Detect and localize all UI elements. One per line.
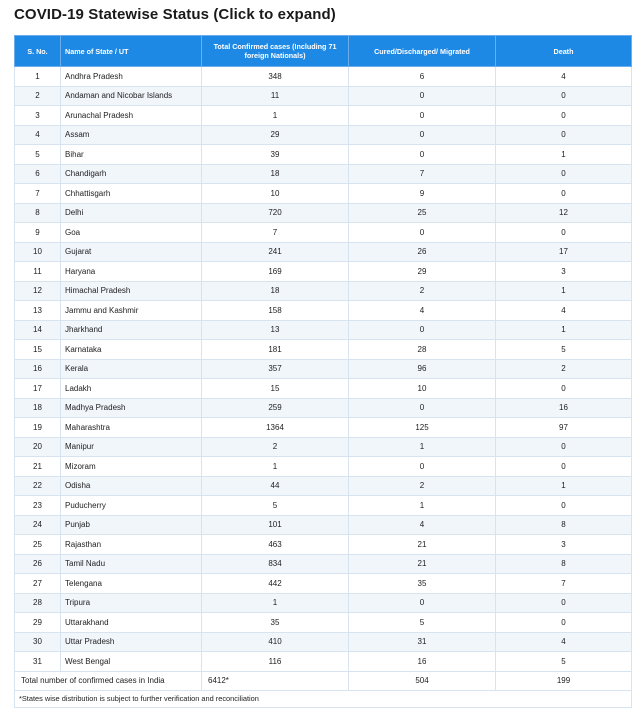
row-state-name: Assam: [61, 125, 202, 145]
row-confirmed: 1: [202, 457, 349, 477]
row-death: 2: [496, 359, 632, 379]
table-row: [15, 262, 632, 282]
row-death: 0: [496, 106, 632, 126]
table-row: [15, 340, 632, 360]
row-cured: 0: [349, 125, 496, 145]
row-death: 4: [496, 632, 632, 652]
row-confirmed: 834: [202, 554, 349, 574]
row-state-name: Bihar: [61, 145, 202, 165]
row-confirmed: 1: [202, 106, 349, 126]
row-sno: 27: [15, 574, 61, 594]
row-confirmed: 29: [202, 125, 349, 145]
table-row: [15, 145, 632, 165]
row-cured: 9: [349, 184, 496, 204]
row-cured: 96: [349, 359, 496, 379]
total-row: [15, 671, 632, 690]
row-state-name: Jammu and Kashmir: [61, 301, 202, 321]
row-confirmed: 410: [202, 632, 349, 652]
table-row: [15, 398, 632, 418]
row-sno: 12: [15, 281, 61, 301]
row-cured: 35: [349, 574, 496, 594]
row-confirmed: 18: [202, 164, 349, 184]
row-confirmed: 259: [202, 398, 349, 418]
table-row: [15, 359, 632, 379]
row-cured: 25: [349, 203, 496, 223]
row-death: 1: [496, 476, 632, 496]
statewise-table: [14, 35, 632, 708]
row-confirmed: 5: [202, 496, 349, 516]
row-state-name: Odisha: [61, 476, 202, 496]
row-cured: 1: [349, 437, 496, 457]
row-death: 7: [496, 574, 632, 594]
row-sno: 7: [15, 184, 61, 204]
row-cured: 0: [349, 86, 496, 106]
table-body: [15, 67, 632, 708]
table-row: [15, 613, 632, 633]
row-sno: 5: [15, 145, 61, 165]
row-confirmed: 348: [202, 67, 349, 87]
row-death: 12: [496, 203, 632, 223]
row-death: 0: [496, 496, 632, 516]
row-death: 4: [496, 301, 632, 321]
table-row: [15, 632, 632, 652]
row-state-name: Kerala: [61, 359, 202, 379]
row-confirmed: 720: [202, 203, 349, 223]
row-confirmed: 116: [202, 652, 349, 672]
header-state: Name of State / UT: [61, 36, 202, 67]
row-death: 0: [496, 379, 632, 399]
row-cured: 0: [349, 398, 496, 418]
table-row: [15, 652, 632, 672]
row-confirmed: 35: [202, 613, 349, 633]
row-state-name: Haryana: [61, 262, 202, 282]
row-sno: 23: [15, 496, 61, 516]
table-row: [15, 457, 632, 477]
row-death: 17: [496, 242, 632, 262]
table-row: [15, 242, 632, 262]
row-confirmed: 18: [202, 281, 349, 301]
row-state-name: Chandigarh: [61, 164, 202, 184]
row-cured: 0: [349, 223, 496, 243]
table-row: [15, 184, 632, 204]
row-cured: 0: [349, 457, 496, 477]
row-confirmed: 10: [202, 184, 349, 204]
row-sno: 4: [15, 125, 61, 145]
row-death: 3: [496, 535, 632, 555]
row-sno: 26: [15, 554, 61, 574]
total-death: 199: [496, 671, 632, 690]
row-cured: 21: [349, 554, 496, 574]
header-row: [15, 36, 632, 67]
row-confirmed: 11: [202, 86, 349, 106]
row-sno: 8: [15, 203, 61, 223]
row-cured: 28: [349, 340, 496, 360]
row-sno: 30: [15, 632, 61, 652]
row-death: 0: [496, 86, 632, 106]
row-confirmed: 15: [202, 379, 349, 399]
row-death: 0: [496, 593, 632, 613]
row-state-name: Telengana: [61, 574, 202, 594]
row-cured: 21: [349, 535, 496, 555]
header-death: Death: [496, 36, 632, 67]
total-label: Total number of confirmed cases in India: [15, 671, 202, 690]
row-cured: 6: [349, 67, 496, 87]
row-sno: 19: [15, 418, 61, 438]
table-row: [15, 281, 632, 301]
row-cured: 4: [349, 515, 496, 535]
row-death: 5: [496, 340, 632, 360]
row-death: 5: [496, 652, 632, 672]
row-confirmed: 2: [202, 437, 349, 457]
row-sno: 14: [15, 320, 61, 340]
row-confirmed: 39: [202, 145, 349, 165]
row-sno: 3: [15, 106, 61, 126]
total-confirmed: 6412*: [202, 671, 349, 690]
footnote: *States wise distribution is subject to further verification and reconciliation: [15, 690, 632, 707]
page-title[interactable]: COVID-19 Statewise Status (Click to expand): [14, 6, 336, 23]
row-sno: 25: [15, 535, 61, 555]
table-row: [15, 535, 632, 555]
row-death: 0: [496, 457, 632, 477]
table-row: [15, 86, 632, 106]
row-state-name: Puducherry: [61, 496, 202, 516]
row-confirmed: 241: [202, 242, 349, 262]
row-cured: 26: [349, 242, 496, 262]
row-death: 0: [496, 164, 632, 184]
table-row: [15, 496, 632, 516]
row-sno: 15: [15, 340, 61, 360]
row-sno: 21: [15, 457, 61, 477]
row-cured: 29: [349, 262, 496, 282]
row-sno: 16: [15, 359, 61, 379]
row-cured: 2: [349, 476, 496, 496]
row-death: 0: [496, 613, 632, 633]
row-sno: 29: [15, 613, 61, 633]
row-cured: 4: [349, 301, 496, 321]
row-state-name: Manipur: [61, 437, 202, 457]
row-sno: 20: [15, 437, 61, 457]
row-death: 0: [496, 125, 632, 145]
row-cured: 0: [349, 145, 496, 165]
row-death: 4: [496, 67, 632, 87]
row-confirmed: 442: [202, 574, 349, 594]
row-state-name: Tripura: [61, 593, 202, 613]
row-sno: 9: [15, 223, 61, 243]
row-death: 3: [496, 262, 632, 282]
row-state-name: Jharkhand: [61, 320, 202, 340]
row-confirmed: 463: [202, 535, 349, 555]
row-confirmed: 357: [202, 359, 349, 379]
row-state-name: Arunachal Pradesh: [61, 106, 202, 126]
row-cured: 16: [349, 652, 496, 672]
row-confirmed: 158: [202, 301, 349, 321]
row-state-name: Himachal Pradesh: [61, 281, 202, 301]
row-cured: 2: [349, 281, 496, 301]
row-cured: 0: [349, 106, 496, 126]
table-row: [15, 223, 632, 243]
row-confirmed: 44: [202, 476, 349, 496]
row-sno: 28: [15, 593, 61, 613]
row-sno: 22: [15, 476, 61, 496]
row-death: 0: [496, 223, 632, 243]
table-row: [15, 593, 632, 613]
row-cured: 5: [349, 613, 496, 633]
row-sno: 18: [15, 398, 61, 418]
row-state-name: Mizoram: [61, 457, 202, 477]
row-cured: 31: [349, 632, 496, 652]
row-confirmed: 1364: [202, 418, 349, 438]
header-sno: S. No.: [15, 36, 61, 67]
table-row: [15, 574, 632, 594]
row-sno: 11: [15, 262, 61, 282]
footnote-row: [15, 690, 632, 707]
table-row: [15, 418, 632, 438]
row-sno: 10: [15, 242, 61, 262]
total-cured: 504: [349, 671, 496, 690]
row-sno: 31: [15, 652, 61, 672]
row-state-name: Delhi: [61, 203, 202, 223]
table-row: [15, 164, 632, 184]
row-sno: 17: [15, 379, 61, 399]
table-row: [15, 67, 632, 87]
row-sno: 2: [15, 86, 61, 106]
row-state-name: Ladakh: [61, 379, 202, 399]
table-row: [15, 379, 632, 399]
table-header: [15, 36, 632, 67]
row-state-name: Karnataka: [61, 340, 202, 360]
table-row: [15, 301, 632, 321]
table-row: [15, 476, 632, 496]
row-death: 8: [496, 554, 632, 574]
row-state-name: Punjab: [61, 515, 202, 535]
row-death: 8: [496, 515, 632, 535]
header-cured: Cured/Discharged/ Migrated: [349, 36, 496, 67]
header-confirmed: Total Confirmed cases (Including 71 foreign Nationals): [202, 36, 349, 67]
row-confirmed: 1: [202, 593, 349, 613]
row-confirmed: 169: [202, 262, 349, 282]
row-confirmed: 13: [202, 320, 349, 340]
row-cured: 1: [349, 496, 496, 516]
row-cured: 7: [349, 164, 496, 184]
row-cured: 125: [349, 418, 496, 438]
row-cured: 0: [349, 593, 496, 613]
row-state-name: Uttar Pradesh: [61, 632, 202, 652]
row-state-name: Uttarakhand: [61, 613, 202, 633]
row-state-name: Chhattisgarh: [61, 184, 202, 204]
table-row: [15, 554, 632, 574]
table-row: [15, 106, 632, 126]
table-row: [15, 320, 632, 340]
row-cured: 10: [349, 379, 496, 399]
row-sno: 1: [15, 67, 61, 87]
row-state-name: Andhra Pradesh: [61, 67, 202, 87]
row-state-name: Maharashtra: [61, 418, 202, 438]
row-state-name: Andaman and Nicobar Islands: [61, 86, 202, 106]
row-sno: 24: [15, 515, 61, 535]
table-row: [15, 515, 632, 535]
row-state-name: Goa: [61, 223, 202, 243]
row-death: 0: [496, 184, 632, 204]
row-sno: 6: [15, 164, 61, 184]
row-state-name: Rajasthan: [61, 535, 202, 555]
row-sno: 13: [15, 301, 61, 321]
row-cured: 0: [349, 320, 496, 340]
row-state-name: Gujarat: [61, 242, 202, 262]
table-row: [15, 203, 632, 223]
row-death: 1: [496, 320, 632, 340]
row-confirmed: 7: [202, 223, 349, 243]
row-death: 16: [496, 398, 632, 418]
row-death: 0: [496, 437, 632, 457]
row-death: 1: [496, 145, 632, 165]
row-state-name: Tamil Nadu: [61, 554, 202, 574]
row-state-name: Madhya Pradesh: [61, 398, 202, 418]
table-row: [15, 125, 632, 145]
row-state-name: West Bengal: [61, 652, 202, 672]
row-death: 97: [496, 418, 632, 438]
table-row: [15, 437, 632, 457]
row-death: 1: [496, 281, 632, 301]
row-confirmed: 101: [202, 515, 349, 535]
row-confirmed: 181: [202, 340, 349, 360]
